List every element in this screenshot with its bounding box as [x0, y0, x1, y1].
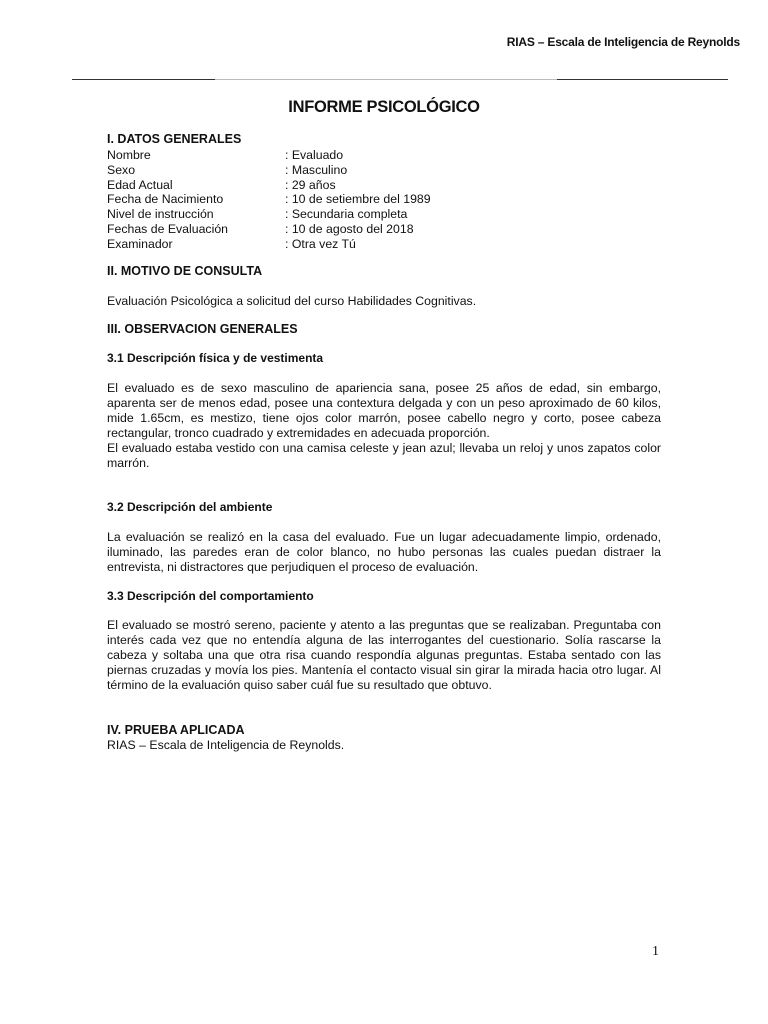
- data-value: : Evaluado: [285, 148, 344, 162]
- paragraph-descripcion-fisica: El evaluado es de sexo masculino de apariencia sana, posee 25 años de edad, sin embargo, aparenta ser de menos edad, posee una contextura delgada y con un peso aproximado de 60 kilos, mide 1.65cm, es mestizo, tiene ojos color marrón, posee cabello negro y corto, posee cabeza rectangular, tronco cuadrado y extremidades en adecuada proporción.: [107, 380, 661, 440]
- data-value: : Otra vez Tú: [285, 236, 356, 251]
- data-label: Nivel de instrucción: [107, 207, 214, 222]
- data-value: : 10 de agosto del 2018: [285, 221, 414, 236]
- subheading-descripcion-fisica: 3.1 Descripción física y de vestimenta: [107, 350, 324, 365]
- subheading-descripcion-comportamiento: 3.3 Descripción del comportamiento: [107, 588, 314, 603]
- page-number: 1: [652, 944, 659, 959]
- subheading-descripcion-ambiente: 3.2 Descripción del ambiente: [107, 499, 273, 514]
- section-prueba-aplicada: [107, 723, 661, 753]
- section-heading-prueba: IV. PRUEBA APLICADA: [107, 722, 245, 737]
- data-label: Fecha de Nacimiento: [107, 192, 224, 207]
- paragraph-descripcion-ambiente: La evaluación se realizó en la casa del evaluado. Fue un lugar adecuadamente limpio, ordenado, iluminado, las paredes eran de color blanco, no hubo personas las cuales puedan distraer la entrevista, ni distractores que perjudiquen el proceso de evaluación.: [107, 529, 661, 574]
- data-row-edad: [107, 178, 661, 193]
- paragraph-vestimenta: El evaluado estaba vestido con una camisa celeste y jean azul; llevaba un reloj y unos zapatos color marrón.: [107, 440, 661, 470]
- section-heading-datos-generales: I. DATOS GENERALES: [107, 132, 242, 146]
- data-label: Edad Actual: [107, 177, 173, 192]
- running-header: RIAS – Escala de Inteligencia de Reynolds: [506, 35, 740, 49]
- header-rule-middle: [215, 79, 557, 80]
- document-body: [107, 132, 661, 753]
- data-value: : 10 de setiembre del 1989: [285, 192, 431, 207]
- data-row-nivel-instruccion: [107, 207, 661, 222]
- section-heading-motivo: II. MOTIVO DE CONSULTA: [107, 263, 263, 278]
- data-value: : Secundaria completa: [285, 207, 408, 222]
- data-value: : Masculino: [285, 162, 348, 177]
- data-row-nombre: [107, 148, 661, 163]
- data-label: Fechas de Evaluación: [107, 221, 228, 236]
- data-row-fecha-nacimiento: [107, 192, 661, 207]
- motivo-text: Evaluación Psicológica a solicitud del curso Habilidades Cognitivas.: [107, 293, 477, 308]
- data-label: Sexo: [107, 162, 136, 177]
- header-rule-right: [557, 79, 728, 80]
- header-rule-left: [72, 79, 215, 80]
- data-row-fechas-evaluacion: [107, 222, 661, 237]
- section-datos-generales: [107, 132, 661, 252]
- section-motivo-consulta: [107, 264, 661, 309]
- document-title: INFORME PSICOLÓGICO: [288, 98, 480, 116]
- data-row-examinador: [107, 237, 661, 252]
- data-label: Examinador: [107, 236, 173, 251]
- section-heading-observacion: III. OBSERVACION GENERALES: [107, 321, 298, 336]
- data-value: : 29 años: [285, 177, 336, 192]
- prueba-text: RIAS – Escala de Inteligencia de Reynolds.: [107, 737, 345, 752]
- data-label: Nombre: [107, 148, 151, 162]
- paragraph-descripcion-comportamiento: El evaluado se mostró sereno, paciente y atento a las preguntas que se realizaban. Preguntaba con interés cada vez que no entendía alguna de las interrogantes del cuestionario. Solía rascarse la cabeza y soltaba una que otra risa cuando respondía algunas preguntas. Estaba sentado con las piernas cruzadas y movía los pies. Mantenía el contacto visual sin girar la mirada hacia otro lugar. Al término de la evaluación quiso saber cuál fue su resultado que obtuvo.: [107, 617, 661, 692]
- data-row-sexo: [107, 163, 661, 178]
- section-observacion: [107, 322, 661, 693]
